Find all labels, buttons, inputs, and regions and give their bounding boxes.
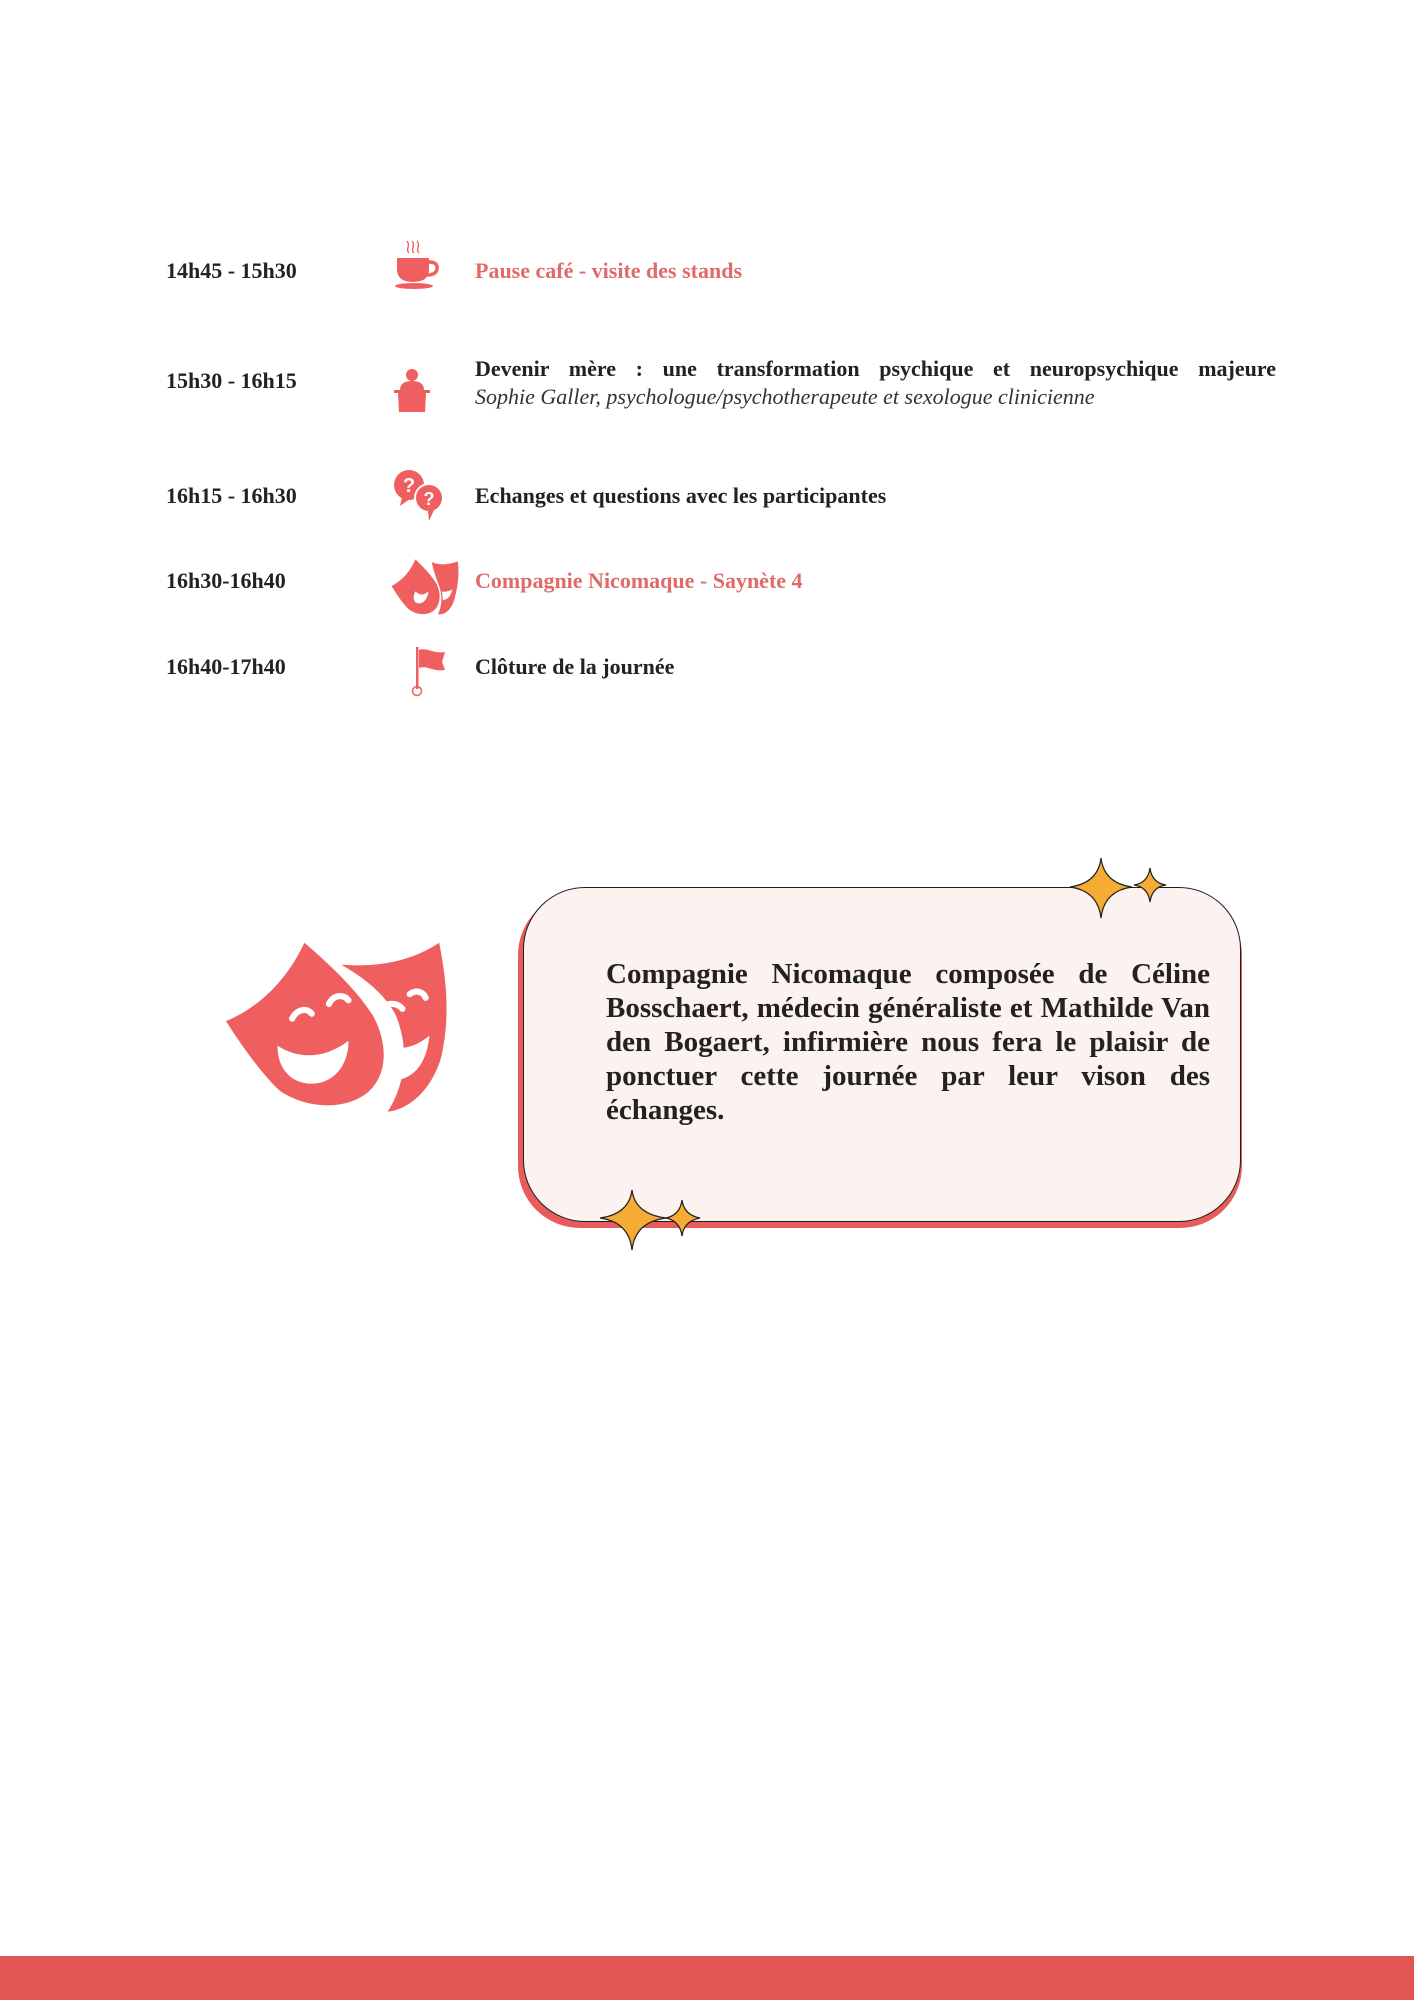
svg-text:?: ?	[402, 475, 416, 497]
flag-icon	[405, 645, 451, 697]
theater-masks-icon	[390, 558, 460, 616]
sparkle-icon	[598, 1188, 706, 1252]
schedule-title: Pause café - visite des stands	[475, 258, 743, 283]
schedule-time: 16h30-16h40	[166, 568, 286, 593]
schedule-title: Echanges et questions avec les participantes	[475, 483, 887, 508]
schedule-speaker: Sophie Galler, psychologue/psychotherapeute et sexologue clinicienne	[475, 384, 1095, 409]
speaker-podium-icon	[392, 368, 440, 416]
schedule-time: 16h40-17h40	[166, 654, 286, 679]
schedule-time: 16h15 - 16h30	[166, 483, 297, 508]
schedule-title: Compagnie Nicomaque - Saynète 4	[475, 568, 803, 593]
schedule-time: 14h45 - 15h30	[166, 258, 297, 283]
schedule-time: 15h30 - 16h15	[166, 368, 297, 393]
sparkle-icon	[1068, 856, 1168, 926]
theater-masks-icon	[226, 940, 471, 1112]
coffee-cup-icon	[392, 238, 448, 294]
question-bubbles-icon	[392, 466, 448, 524]
footer-bar	[0, 1956, 1414, 2000]
callout-text: Compagnie Nicomaque composée de Céline Bosschaert, médecin généraliste et Mathilde Van den Bogaert, infirmière nous fera le plaisir de ponctuer cette journée par leur vison des échanges.	[606, 958, 1210, 1126]
svg-text:?: ?	[423, 489, 435, 509]
schedule-title-block	[475, 356, 1276, 410]
schedule-title: Devenir mère : une transformation psychique et neuropsychique majeure	[475, 356, 1276, 381]
schedule-title: Clôture de la journée	[475, 654, 675, 679]
